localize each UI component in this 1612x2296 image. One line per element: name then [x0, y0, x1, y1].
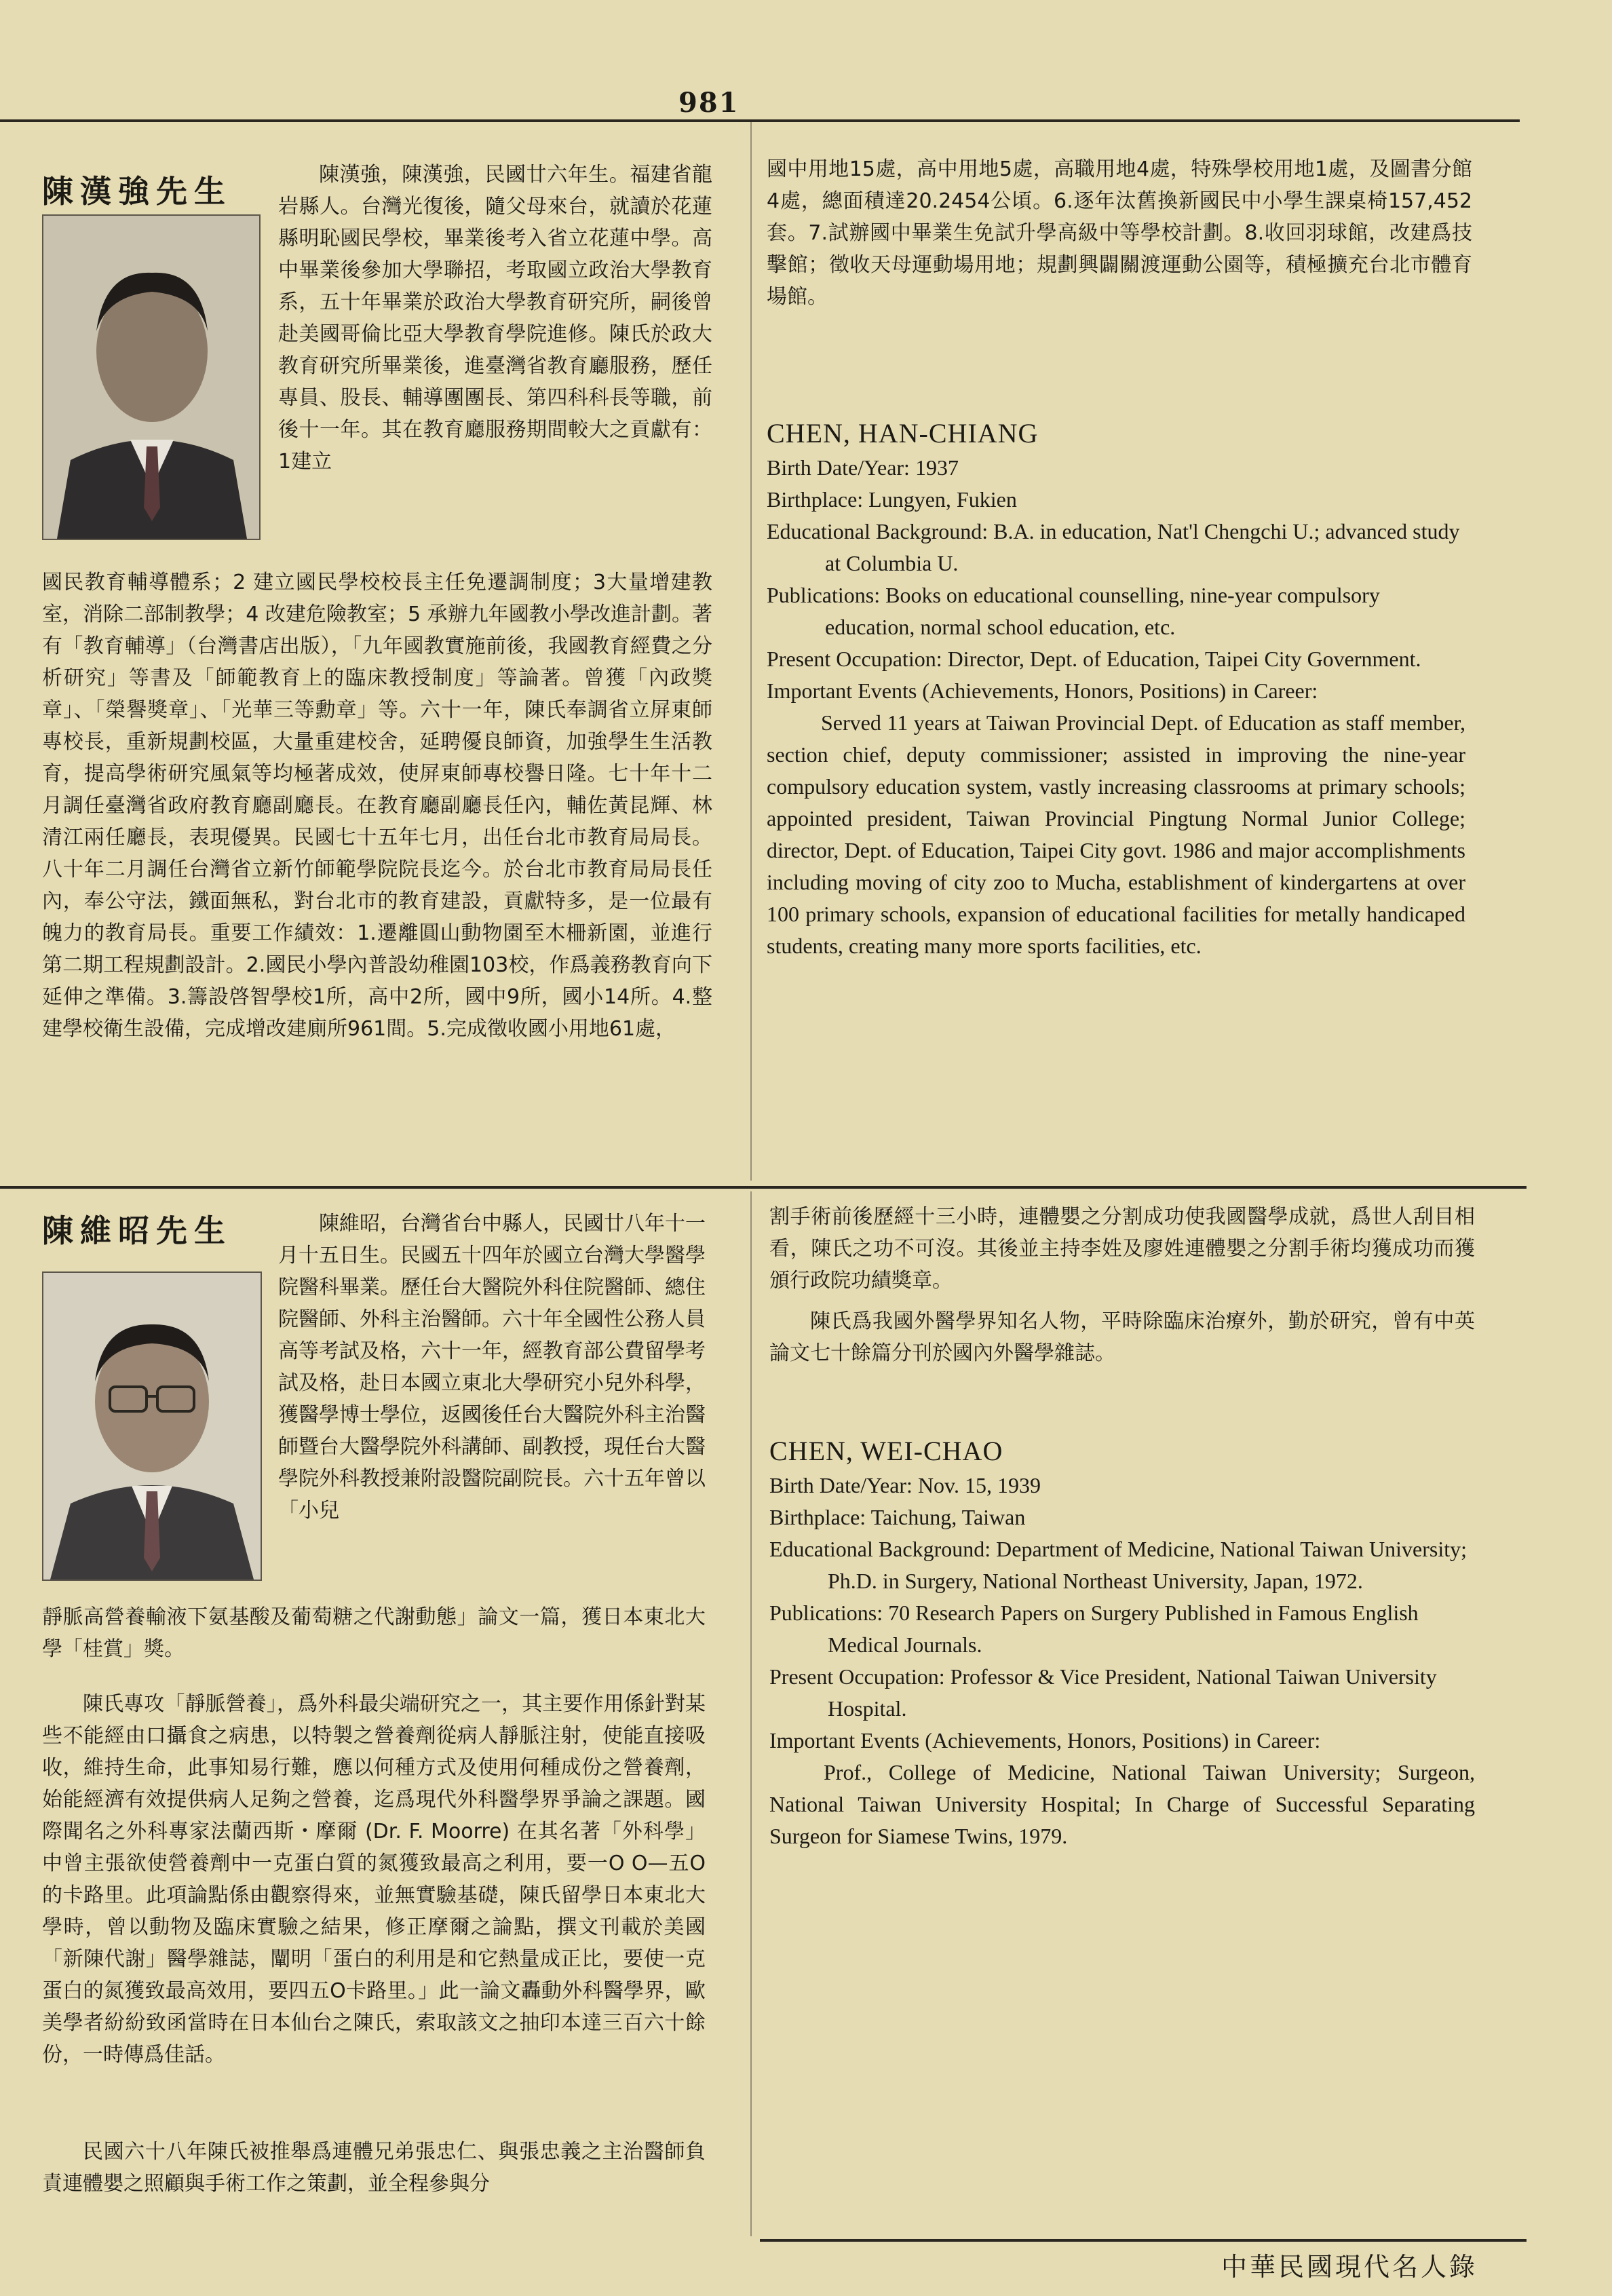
entry2-publications: Publications: 70 Research Papers on Surgery Published in Famous English Medical Journals. — [769, 1601, 1419, 1657]
entry1-birthplace: Birthplace: Lungyen, Fukien — [767, 487, 1017, 512]
entry1-education: Educational Background: B.A. in education, Nat'l Chengchi U.; advanced study at Columbia U. — [767, 519, 1460, 575]
entry1-english-section — [767, 417, 1465, 962]
footer-title: 中華民國現代名人錄 — [1221, 2252, 1478, 2282]
portrait-icon — [43, 216, 259, 539]
bottom-rule — [760, 2239, 1527, 2242]
entry1-events-label: Important Events (Achievements, Honors, Positions) in Career: — [767, 678, 1318, 703]
entry1-occupation: Present Occupation: Director, Dept. of Education, Taipei City Government. — [767, 647, 1421, 671]
entry2-birthplace: Birthplace: Taichung, Taiwan — [769, 1505, 1026, 1529]
entry2-chinese-bio-right-2: 陳氏爲我國外醫學界知名人物，平時除臨床治療外，勤於研究，曾有中英論文七十餘篇分刊於國內外醫學雜誌。 — [769, 1309, 1475, 1365]
entry2-english-section — [769, 1435, 1475, 1852]
entry2-birth-date: Birth Date/Year: Nov. 15, 1939 — [769, 1473, 1041, 1497]
entry2-chinese-name: 陳維昭先生 — [42, 1212, 232, 1249]
entry1-events-text: Served 11 years at Taiwan Provincial Dept. of Education as staff member, section chief, deputy commissioner; assisted in improving the nine-year compulsory education system, vastly increasing classrooms at primary schools; appointed president, Taiwan Provincial Pingtung Normal Junior College; director, Dept. of Education, Taipei City govt. 1986 and major accomplishments including moving of city zoo to Mucha, establishment of kindergartens at over 100 primary schools, expansion of educational facilities for metally handicaped students, creating many more sports facilities, etc. — [767, 710, 1465, 958]
entry1-chinese-bio-right: 國中用地15處，高中用地5處，高職用地4處，特殊學校用地1處，及圖書分館4處，總面積達20.2454公頃。6.逐年汰舊換新國民中小學生課桌椅157,452套。7.試辦國中畢業生免試升學高級中等學校計劃。8.收回羽球館，改建爲技擊館；徵收天母運動場用地；規劃興闢關渡運動公園等，積極擴充台北市體育場館。 — [767, 157, 1472, 309]
page-number: 981 — [678, 87, 740, 119]
entry2-chinese-bio-right-1: 割手術前後歷經十三小時，連體嬰之分割成功使我國醫學成就，爲世人刮目相看，陳氏之功不可沒。其後並主持李姓及廖姓連體嬰之分割手術均獲成功而獲頒行政院功績獎章。 — [769, 1205, 1475, 1293]
entry1-chinese-bio-continued: 國民教育輔導體系；2 建立國民學校校長主任免遷調制度；3大量增建教室，消除二部制教學；4 改建危險教室；5 承辦九年國教小學改進計劃。著有「教育輔導」（台灣書店出版），「九年國教實施前後，我國教育經費之分析研究」等書及「師範教育上的臨床教授制度」等論著。曾獲「內政獎章」、「榮譽獎章」、「光華三等勳章」等。六十一年，陳氏奉調省立屏東師專校長，重新規劃校區，大量重建校舍，延聘優良師資，加強學生生活教育，提高學術研究風氣等均極著成效，使屏東師專校譽日隆。七十年十二月調任臺灣省政府教育廳副廳長。在教育廳副廳長任內，輔佐黃昆輝、林清江兩任廳長，表現優異。民國七十五年七月，出任台北市教育局局長。八十年二月調任台灣省立新竹師範學院院長迄今。於台北市教育局局長任內，奉公守法，鐵面無私，對台北市的教育建設，貢獻特多，是一位最有魄力的教育局長。重要工作績效：1.遷離圓山動物園至木柵新園，並進行第二期工程規劃設計。2.國民小學內普設幼稚園103校，作爲義務教育向下延伸之準備。3.籌設啓智學校1所，高中2所，國中9所，國小14所。4.整建學校衛生設備，完成增改建廁所961間。5.完成徵收國小用地61處， — [42, 571, 712, 1041]
entry1-publications: Publications: Books on educational counselling, nine-year compulsory education, normal school education, etc. — [767, 583, 1380, 639]
portrait-icon — [43, 1273, 261, 1580]
entry1-english-name: CHEN, HAN-CHIANG — [767, 418, 1039, 448]
middle-rule — [0, 1186, 1527, 1189]
entry1-birth-date: Birth Date/Year: 1937 — [767, 455, 959, 480]
entry2-events-text: Prof., College of Medicine, National Taiwan University; Surgeon, National Taiwan University Hospital; In Charge of Successful Separating Surgeon for Siamese Twins, 1979. — [769, 1760, 1475, 1848]
entry2-chinese-bio: 陳維昭，台灣省台中縣人，民國廿八年十一月十五日生。民國五十四年於國立台灣大學醫學院醫科畢業。歷任台大醫院外科住院醫師、總住院醫師、外科主治醫師。六十年全國性公務人員高等考試及格，六十一年，經教育部公費留學考試及格，赴日本國立東北大學研究小兒外科學，獲醫學博士學位，返國後任台大醫院外科主治醫師暨台大醫學院外科講師、副教授，現任台大醫學院外科教授兼附設醫院副院長。六十五年曾以「小兒 — [278, 1212, 706, 1523]
entry2-english-name: CHEN, WEI-CHAO — [769, 1436, 1003, 1466]
entry2-education: Educational Background: Department of Medicine, National Taiwan University; Ph.D. in Surgery, National Northeast University, Japan, 1972. — [769, 1537, 1467, 1593]
entry2-chinese-bio-continued-3: 民國六十八年陳氏被推舉爲連體兄弟張忠仁、與張忠義之主治醫師負責連體嬰之照顧與手術工作之策劃，並全程參與分 — [42, 2140, 706, 2196]
top-rule — [0, 119, 1520, 122]
entry2-portrait-photo — [42, 1271, 262, 1581]
column-divider-upper — [750, 122, 752, 1181]
column-divider-lower — [750, 1191, 752, 2236]
entry2-chinese-bio-continued-2: 陳氏專攻「靜脈營養」，爲外科最尖端研究之一，其主要作用係針對某些不能經由口攝食之病患，以特製之營養劑從病人靜脈注射，使能直接吸收，維持生命，此事知易行難，應以何種方式及使用何種成份之營養劑，始能經濟有效提供病人足夠之營養，迄爲現代外科醫學界爭論之課題。國際聞名之外科專家法蘭西斯・摩爾 (Dr. F. Moorre) 在其名著「外科學」中曾主張欲使營養劑中一克蛋白質的氮獲致最高之利用，要一O O—五O的卡路里。此項論點係由觀察得來，並無實驗基礎，陳氏留學日本東北大學時，曾以動物及臨床實驗之結果，修正摩爾之論點，撰文刊載於美國「新陳代謝」醫學雜誌，闡明「蛋白的利用是和它熱量成正比，要使一克蛋白的氮獲致最高效用，要四五O卡路里。」此一論文轟動外科醫學界，歐美學者紛紛致函當時在日本仙台之陳氏，索取該文之抽印本達三百六十餘份，一時傳爲佳話。 — [42, 1692, 706, 2067]
entry2-occupation: Present Occupation: Professor & Vice President, National Taiwan University Hospital. — [769, 1664, 1437, 1721]
entry2-chinese-bio-continued-1: 靜脈高營養輸液下氨基酸及葡萄糖之代謝動態」論文一篇，獲日本東北大學「桂賞」獎。 — [42, 1605, 706, 1661]
entry1-chinese-name: 陳漢強先生 — [42, 173, 232, 210]
entry2-events-label: Important Events (Achievements, Honors, Positions) in Career: — [769, 1728, 1321, 1753]
entry1-portrait-photo — [42, 214, 261, 540]
entry1-chinese-bio: 陳漢強，陳漢強，民國廿六年生。福建省龍岩縣人。台灣光復後，隨父母來台，就讀於花蓮縣明恥國民學校，畢業後考入省立花蓮中學。高中畢業後參加大學聯招，考取國立政治大學教育系，五十年畢業於政治大學教育研究所，嗣後曾赴美國哥倫比亞大學教育學院進修。陳氏於政大教育研究所畢業後，進臺灣省教育廳服務，歷任專員、股長、輔導團團長、第四科科長等職，前後十一年。其在教育廳服務期間較大之貢獻有：1建立 — [278, 163, 712, 474]
